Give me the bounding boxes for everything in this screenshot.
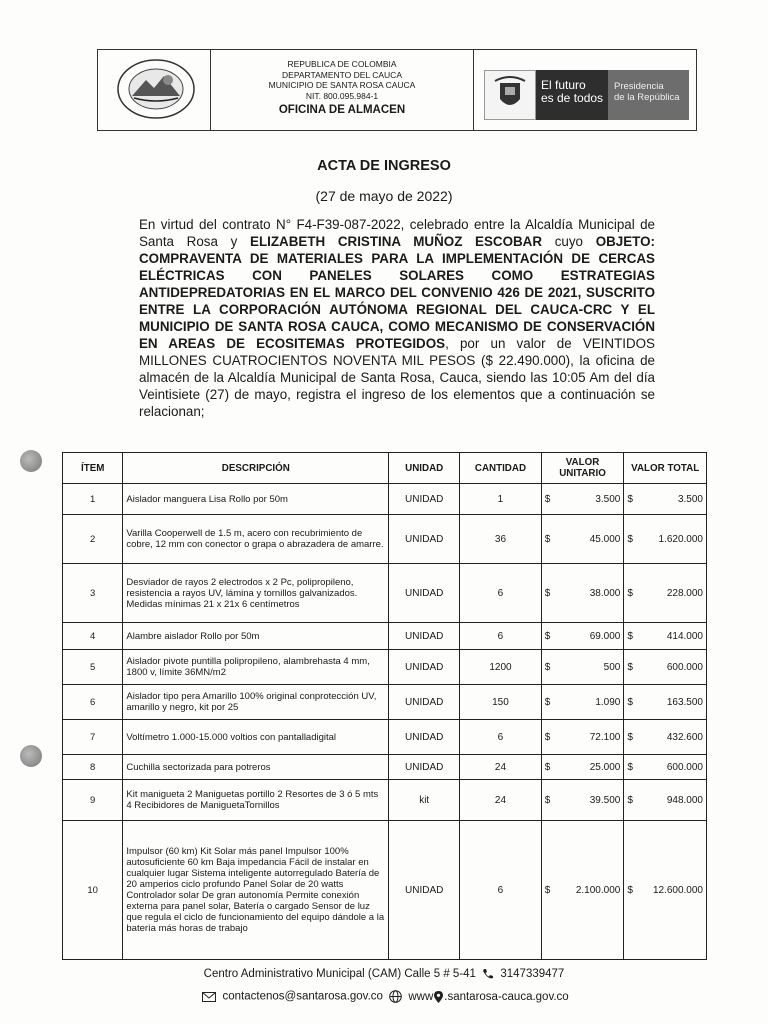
money-value [545, 631, 621, 642]
cell-quantity: 6 [460, 821, 542, 960]
presidency-2: de la República [614, 92, 680, 103]
location-pin-icon [434, 991, 443, 1003]
cell-item: 5 [63, 650, 123, 685]
footer-web-suffix: .santarosa-cauca.gov.co [444, 990, 569, 1003]
money-value [545, 662, 621, 673]
money-value [545, 697, 621, 708]
object-label: OBJETO [595, 234, 651, 249]
footer-address: Centro Administrativo Municipal (CAM) Calle 5 # 5-41 [203, 968, 476, 981]
currency-symbol: $ [627, 731, 633, 743]
body-intro: En virtud del contrato N° F4-F39-087-2022, celebrado entre la Alcaldía Municipal de Santa Rosa y [139, 217, 655, 249]
cell-description: Kit manigueta 2 Maniguetas portillo 2 Resortes de 3 ó 5 mts 4 Recibidores de ManiguetaTornillos [123, 780, 389, 821]
amount: 414.000 [666, 630, 703, 642]
currency-symbol: $ [544, 493, 551, 505]
cell-quantity: 150 [460, 685, 542, 720]
money-value [545, 795, 621, 806]
globe-icon [389, 990, 402, 1003]
cell-description: Cuchilla sectorizada para potreros [123, 755, 389, 780]
cell-unit-value [541, 685, 624, 720]
government-banner [484, 70, 689, 120]
money-value [627, 588, 703, 599]
table-row [63, 780, 707, 821]
currency-symbol: $ [627, 587, 633, 599]
header-item: ÍTEM [63, 453, 123, 484]
currency-symbol: $ [544, 731, 551, 743]
header-desc: DESCRIPCIÓN [123, 453, 389, 484]
money-value [627, 534, 703, 545]
cell-total [624, 484, 707, 515]
money-value [627, 697, 703, 708]
cell-item: 4 [63, 623, 123, 650]
issuer-block [211, 50, 474, 130]
amount: 228.000 [666, 587, 703, 599]
cell-total [624, 780, 707, 821]
cell-total [624, 755, 707, 780]
punch-hole-top [20, 450, 42, 472]
currency-symbol: $ [627, 794, 633, 806]
department-line: DEPARTAMENTO DEL CAUCA [282, 69, 402, 80]
amount: 1.090 [595, 696, 621, 708]
cell-description: Impulsor (60 km) Kit Solar más panel Impulsor 100% autosuficiente 60 km Baja impedancia Fácil de instalar en cualquier lugar Sistema inteligente autorregulado Batería de 20 amperios ciclo profundo Panel Solar de 20 watts Controlador solar De gran autonomía Permite conexión externa para panel solar, Batería o cargado Sensor de luz que regula el ciclo de funcionamiento del equipo dándole a la batería más horas de trabajo [123, 821, 389, 960]
cell-quantity: 1200 [460, 650, 542, 685]
currency-symbol: $ [627, 493, 633, 505]
amount: 600.000 [666, 661, 703, 673]
currency-symbol: $ [627, 661, 633, 673]
colombia-shield-icon [484, 70, 536, 120]
cell-item: 2 [63, 515, 123, 564]
cell-unit: UNIDAD [389, 623, 460, 650]
amount: 25.000 [589, 761, 621, 773]
cell-unit: UNIDAD [389, 755, 460, 780]
cell-item: 8 [63, 755, 123, 780]
footer-email[interactable]: contactenos@santarosa.gov.co [222, 990, 383, 1003]
presidency-1: Presidencia [614, 81, 664, 92]
table-row [63, 720, 707, 755]
table-row [63, 484, 707, 515]
document-date: (27 de mayo de 2022) [315, 188, 453, 204]
currency-symbol: $ [627, 533, 633, 545]
currency-symbol: $ [544, 630, 551, 642]
footer-phone: 3147339477 [500, 968, 565, 981]
amount: 1.620.000 [658, 533, 703, 545]
table-row [63, 685, 707, 720]
cell-total [624, 720, 707, 755]
cell-description: Aislador pivote puntilla polipropileno, alambrehasta 4 mm, 1800 v, límite 36MN/m2 [123, 650, 389, 685]
cell-unit: UNIDAD [389, 484, 460, 515]
amount: 500 [603, 661, 621, 673]
cell-quantity: 1 [460, 484, 542, 515]
cell-total [624, 685, 707, 720]
amount: 3.500 [595, 493, 621, 505]
gov-slogan [536, 70, 608, 120]
currency-symbol: $ [627, 884, 633, 896]
money-value [545, 762, 621, 773]
money-value [627, 762, 703, 773]
cell-quantity: 24 [460, 780, 542, 821]
cell-unit-value [541, 515, 624, 564]
money-value [545, 494, 621, 505]
republic-line: REPUBLICA DE COLOMBIA [287, 59, 397, 69]
cell-quantity: 6 [460, 564, 542, 623]
amount: 45.000 [589, 533, 621, 545]
footer-web[interactable] [408, 991, 568, 1003]
money-value [627, 795, 703, 806]
amount: 948.000 [666, 794, 703, 806]
money-value [627, 662, 703, 673]
document-title: ACTA DE INGRESO [317, 158, 451, 174]
presidency-label [608, 70, 689, 120]
amount: 3.500 [677, 493, 703, 505]
government-logo-cell [474, 50, 696, 130]
cell-description: Desviador de rayos 2 electrodos x 2 Pc, polipropileno, resistencia a rayos UV, lámina y tornillos galvanizados. Medidas mínimas 21 x 21x 6 centímetros [123, 564, 389, 623]
money-value [545, 732, 621, 743]
cell-description: Varilla Cooperwell de 1.5 m, acero con recubrimiento de cobre, 12 mm con conector o grapa o abrazadera de amarre. [123, 515, 389, 564]
table-row [63, 650, 707, 685]
amount: 600.000 [666, 761, 703, 773]
table-row [63, 821, 707, 960]
currency-symbol: $ [544, 884, 551, 896]
currency-symbol: $ [544, 794, 551, 806]
cell-total [624, 623, 707, 650]
currency-symbol: $ [627, 696, 633, 708]
letterhead [97, 49, 697, 131]
amount: 38.000 [589, 587, 621, 599]
cell-quantity: 24 [460, 755, 542, 780]
footer-address-line [0, 968, 768, 980]
cell-unit-value [541, 564, 624, 623]
currency-symbol: $ [544, 587, 551, 599]
cell-item: 10 [63, 821, 123, 960]
table-row [63, 755, 707, 780]
cell-item: 3 [63, 564, 123, 623]
cell-item: 1 [63, 484, 123, 515]
header-unit: UNIDAD [389, 453, 460, 484]
cell-unit-value [541, 821, 624, 960]
table-row [63, 515, 707, 564]
body-closing: , por un valor de VEINTIDOS MILLONES CUATROCIENTOS NOVENTA MIL PESOS ($ 22.490.000), la oficina de almacén de la Alcaldía Municipal de Santa Rosa, Cauca, siendo las 10:05 Am del día Veintisiete (27) de mayo, registra el ingreso de los elementos que a continuación se relacionan; [139, 336, 655, 419]
cell-unit: UNIDAD [389, 515, 460, 564]
money-value [627, 732, 703, 743]
currency-symbol: $ [544, 661, 551, 673]
table-row [63, 564, 707, 623]
amount: 72.100 [589, 731, 621, 743]
cell-description: Voltímetro 1.000-15.000 voltios con pantalladigital [123, 720, 389, 755]
gov-slogan-2: es de todos [541, 91, 604, 105]
cell-item: 6 [63, 685, 123, 720]
amount: 12.600.000 [652, 884, 703, 896]
cell-unit-value [541, 720, 624, 755]
header-unit-value: VALOR UNITARIO [541, 453, 624, 484]
cell-unit: UNIDAD [389, 720, 460, 755]
seal-logo-icon [116, 58, 196, 120]
money-value [627, 885, 703, 896]
cell-description: Alambre aislador Rollo por 50m [123, 623, 389, 650]
money-value [627, 631, 703, 642]
header-total: VALOR TOTAL [624, 453, 707, 484]
municipality-line: MUNICIPIO DE SANTA ROSA CAUCA [268, 80, 416, 90]
gov-slogan-1: El futuro [541, 78, 586, 92]
cell-total [624, 821, 707, 960]
amount: 39.500 [589, 794, 621, 806]
currency-symbol: $ [627, 630, 633, 642]
contractor-name: ELIZABETH CRISTINA MUÑOZ ESCOBAR [250, 234, 543, 249]
cell-total [624, 515, 707, 564]
cell-unit-value [541, 650, 624, 685]
items-table [62, 452, 707, 960]
cell-description: Aislador manguera Lisa Rollo por 50m [123, 484, 389, 515]
money-value [545, 885, 621, 896]
cell-quantity: 36 [460, 515, 542, 564]
body-paragraph [139, 216, 655, 420]
mail-icon [202, 992, 216, 1002]
object-text: : COMPRAVENTA DE MATERIALES PARA LA IMPLEMENTACIÓN DE CERCAS ELÉCTRICAS CON PANELES SOLARES COMO ESTRATEGIAS ANTIDEPREDATORIAS EN EL MARCO DEL CONVENIO 426 DE 2021, SUSCRITO ENTRE LA CORPORACIÓN AUTÓNOMA REGIONAL DEL CAUCA-CRC Y EL MUNICIPIO DE SANTA ROSA CAUCA, COMO MECANISMO DE CONSERVACIÓN EN AREAS DE ECOSITEMAS PROTEGIDOS [139, 234, 655, 351]
header-qty: CANTIDAD [460, 453, 542, 484]
amount: 432.600 [666, 731, 703, 743]
office-name: OFICINA DE ALMACEN [278, 104, 406, 116]
cell-unit-value [541, 755, 624, 780]
cell-unit: UNIDAD [389, 685, 460, 720]
money-value [627, 494, 703, 505]
cell-unit: UNIDAD [389, 821, 460, 960]
amount: 69.000 [589, 630, 621, 642]
money-value [545, 588, 621, 599]
table-row [63, 623, 707, 650]
cell-unit-value [541, 623, 624, 650]
cell-description: Aislador tipo pera Amarillo 100% original conprotección UV, amarillo y negro, kit por 25 [123, 685, 389, 720]
table-header-row [63, 453, 707, 484]
footer-contact-line [0, 990, 768, 1003]
nit-line: NIT. 800.095.984-1 [305, 90, 379, 101]
currency-symbol: $ [627, 761, 633, 773]
currency-symbol: $ [544, 761, 551, 773]
amount: 163.500 [666, 696, 703, 708]
footer-web-prefix: www [408, 990, 434, 1003]
punch-hole-bottom [20, 745, 42, 767]
currency-symbol: $ [544, 533, 551, 545]
body-connector: cuyo [542, 234, 596, 249]
phone-icon [482, 968, 494, 980]
cell-unit: kit [389, 780, 460, 821]
cell-unit-value [541, 780, 624, 821]
amount: 2.100.000 [575, 884, 621, 896]
cell-total [624, 564, 707, 623]
cell-unit: UNIDAD [389, 564, 460, 623]
cell-total [624, 650, 707, 685]
cell-quantity: 6 [460, 720, 542, 755]
money-value [545, 534, 621, 545]
logo-cell [98, 50, 211, 130]
cell-quantity: 6 [460, 623, 542, 650]
cell-item: 9 [63, 780, 123, 821]
currency-symbol: $ [544, 696, 551, 708]
cell-unit-value [541, 484, 624, 515]
cell-item: 7 [63, 720, 123, 755]
cell-unit: UNIDAD [389, 650, 460, 685]
